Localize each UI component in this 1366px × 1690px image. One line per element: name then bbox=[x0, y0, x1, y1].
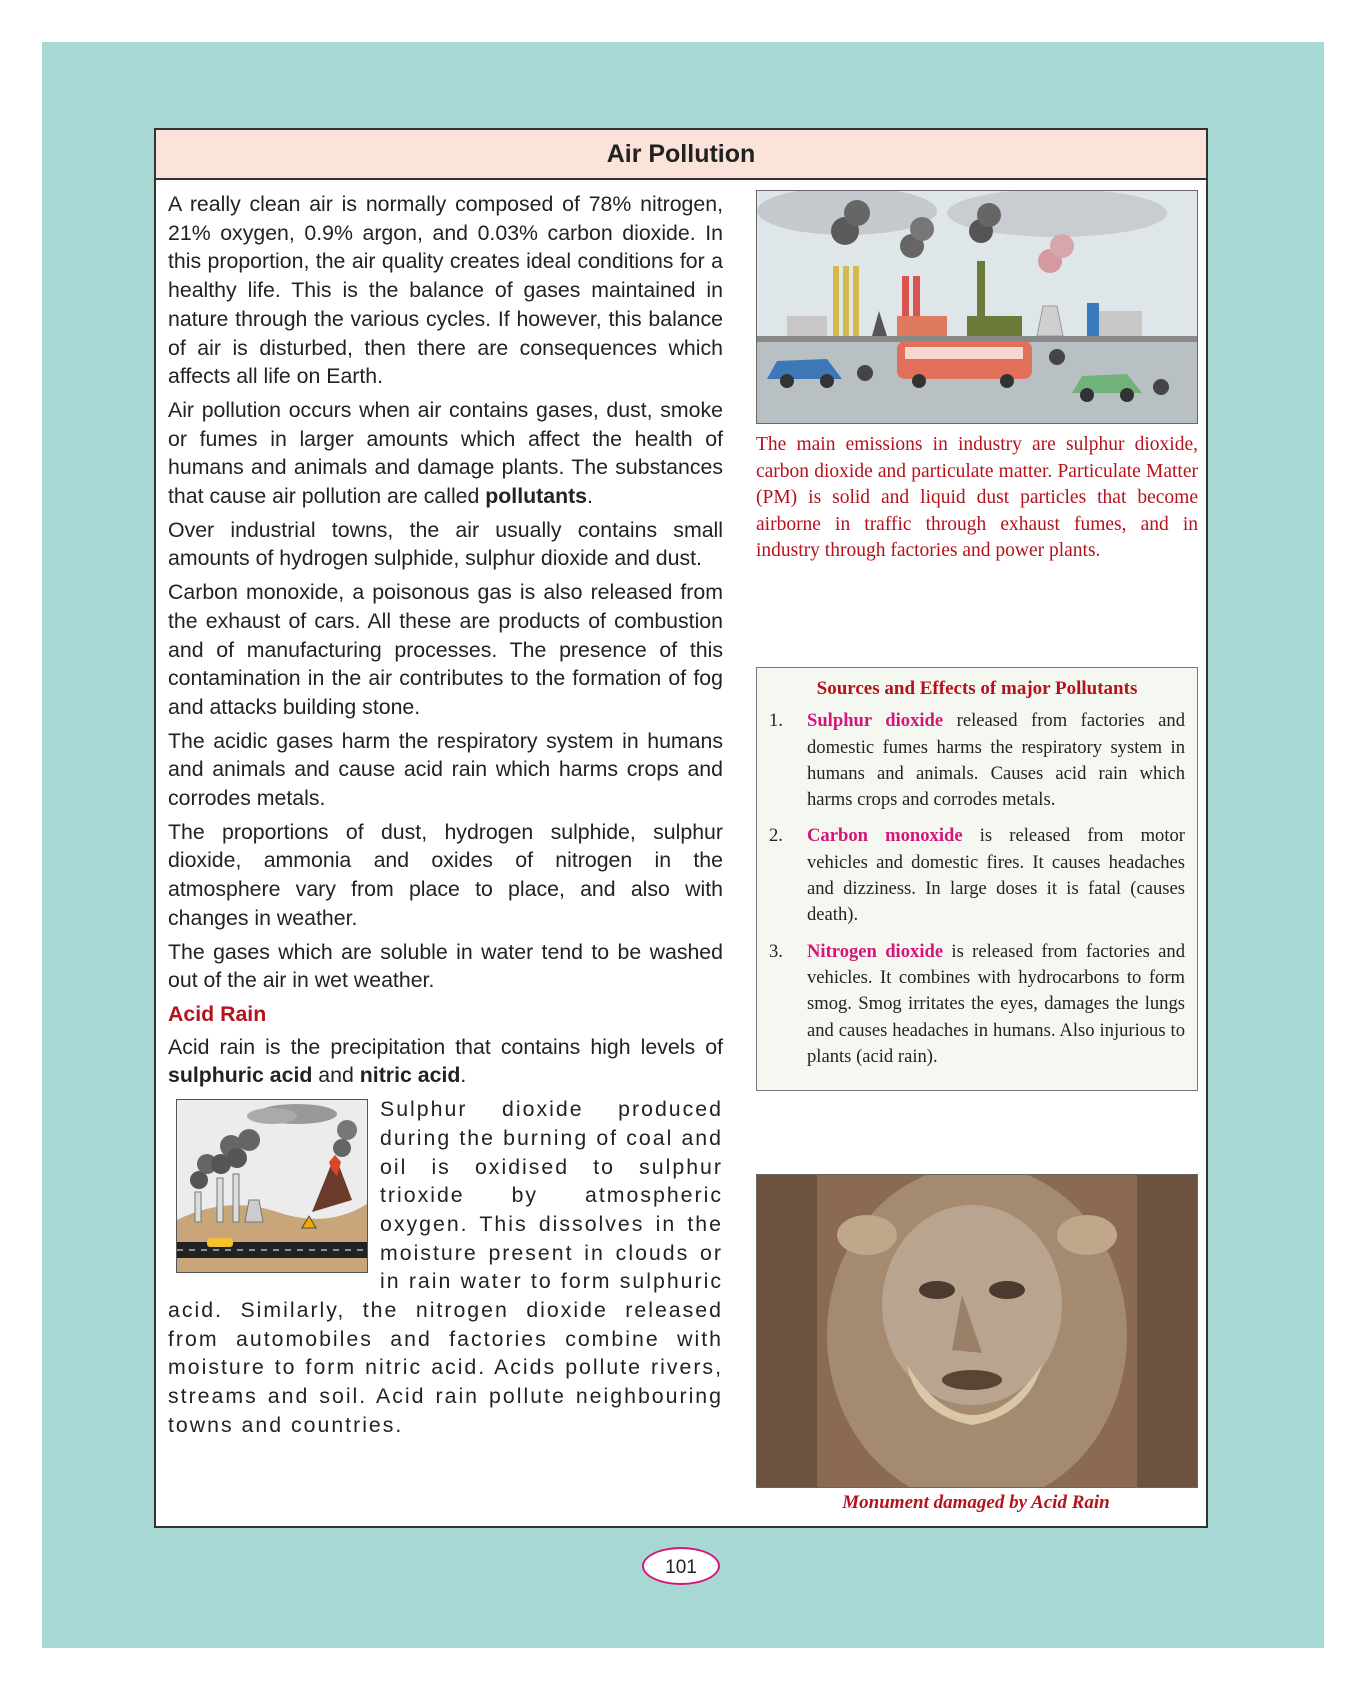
paragraph-industrial: Over industrial towns, the air usually contains small amounts of hydrogen sulphide, sulphur dioxide and dust. bbox=[168, 517, 723, 571]
paragraph-composition: A really clean air is normally composed of 78% nitrogen, 21% oxygen, 0.9% argon, and 0.03% carbon dioxide. In this proportion, the air quality creates ideal conditions for a healthy life. This is the balance of gases maintained in nature through the various cycles. If however, this balance of air is disturbed, then there are consequences which affects all life on Earth. bbox=[168, 192, 723, 389]
list-item: 3. Nitrogen dioxide is released from factories and vehicles. It combines with hydrocarbons to form smog. Smog irritates the eyes, damages the lungs and causes headaches in humans. Also injurious to plants (acid rain). bbox=[769, 940, 1185, 1067]
paragraph-carbon-monoxide: Carbon monoxide, a poisonous gas is also released from the exhaust of cars. All these are products of combustion and of manufacturing processes. The presence of this contamination in the air contributes to the formation of fog and attacks building stone. bbox=[168, 580, 723, 719]
acid-rain-illustration bbox=[176, 1099, 368, 1273]
pollutants-box-heading: Sources and Effects of major Pollutants bbox=[816, 678, 1138, 699]
main-text-column bbox=[168, 190, 723, 1440]
list-item: 1. Sulphur dioxide released from factories and domestic fumes harms the respiratory system in humans and animals. Causes acid rain which harms crops and corrodes metals. bbox=[769, 710, 1185, 811]
factory-caption: The main emissions in industry are sulphur dioxide, carbon dioxide and particulate matter. Particulate Matter (PM) is solid and liquid dust particles that become airborne in traffic through exhaust fumes, and in industry through factories and power plants. bbox=[756, 434, 1198, 562]
list-item: 2. Carbon monoxide is released from motor vehicles and domestic fires. It causes headaches and dizziness. In large doses it is fatal (causes death). bbox=[769, 825, 1185, 926]
acid-rain-definition: Acid rain is the precipitation that contains high levels of sulphuric acid and nitric acid. bbox=[168, 1034, 723, 1088]
right-column bbox=[756, 190, 1198, 565]
paragraph-proportions: The proportions of dust, hydrogen sulphide, sulphur dioxide, ammonia and oxides of nitrogen in the atmosphere vary from place to place, and also with changes in weather. bbox=[168, 819, 723, 930]
paragraph-acidic-gases: The acidic gases harm the respiratory system in humans and animals and cause acid rain which harms crops and corrodes metals. bbox=[168, 728, 723, 811]
pollutants-list bbox=[769, 708, 1185, 1070]
damaged-monument-photo bbox=[756, 1174, 1198, 1488]
monument-caption: Monument damaged by Acid Rain bbox=[842, 1492, 1110, 1513]
factory-pollution-illustration bbox=[756, 190, 1198, 424]
term-pollutants: pollutants bbox=[485, 484, 588, 509]
page-number: 101 bbox=[642, 1547, 720, 1585]
title-bar bbox=[156, 130, 1206, 180]
paragraph-soluble-gases: The gases which are soluble in water tend to be washed out of the air in wet weather. bbox=[168, 939, 723, 993]
textbook-page bbox=[154, 128, 1208, 1528]
acid-rain-heading: Acid Rain bbox=[168, 1001, 267, 1026]
paragraph-definition: Air pollution occurs when air contains gases, dust, smoke or fumes in larger amounts which affect the health of humans and animals and damage plants. The substances that cause air pollution are called pollutants. bbox=[168, 397, 723, 509]
page-title: Air Pollution bbox=[606, 140, 756, 168]
pollutants-info-box bbox=[756, 667, 1198, 1091]
acid-rain-explanation: Sulphur dioxide produced during the burning of coal and oil is oxidised to sulphur trioxide by atmospheric oxygen. This dissolves in the moisture present in clouds or in rain water to form sulphuric acid. Similarly, the nitrogen dioxide released from automobiles and factories combine with moisture to form nitric acid. Acids pollute rivers, streams and soil. Acid rain pollute neighbouring towns and countries. bbox=[168, 1097, 723, 1437]
